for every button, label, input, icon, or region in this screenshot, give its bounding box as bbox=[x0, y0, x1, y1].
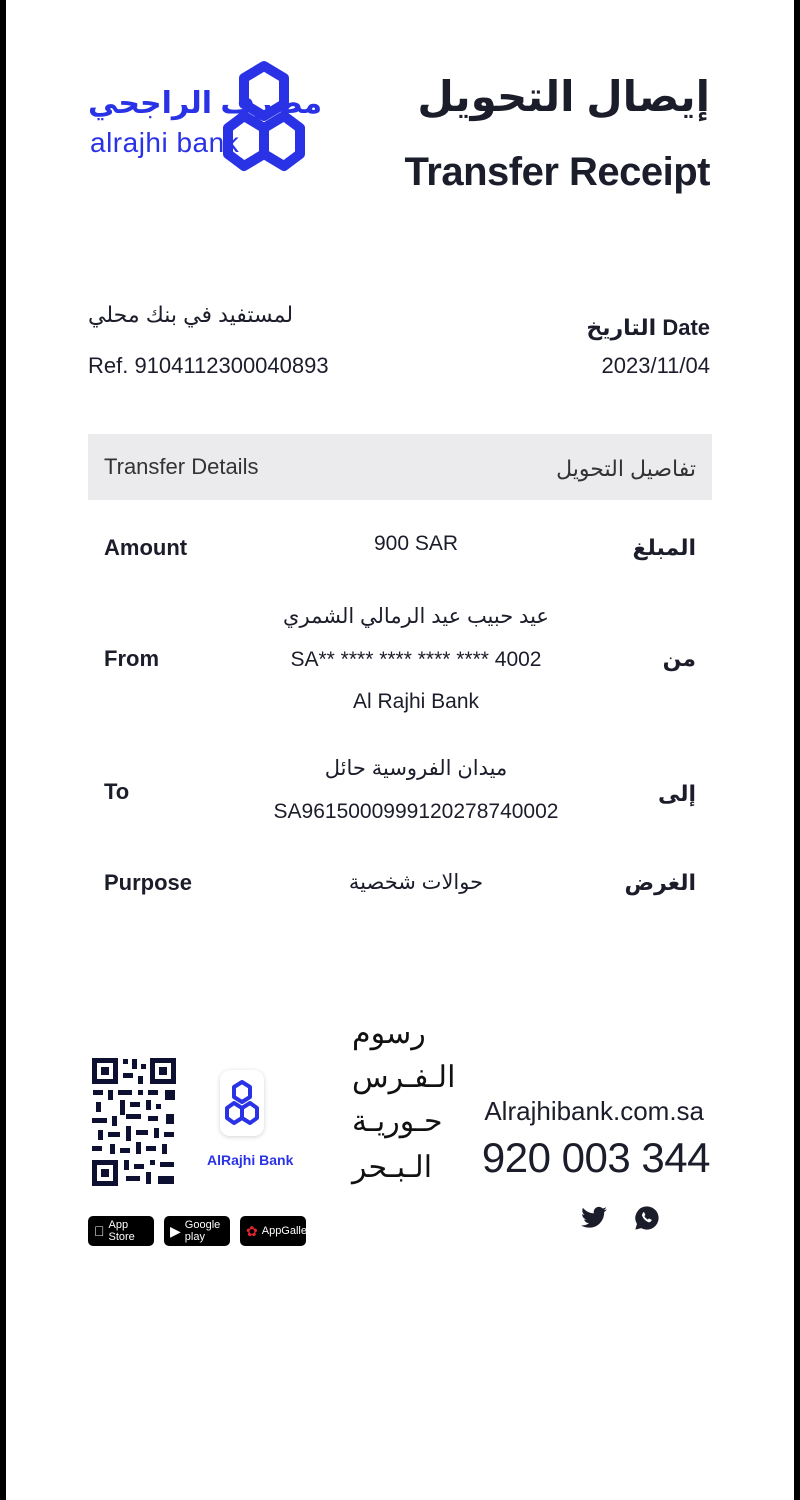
from-label-arabic: من bbox=[662, 646, 696, 671]
purpose-value: حوالات شخصية bbox=[348, 871, 484, 894]
left-edge-border bbox=[0, 0, 6, 1500]
to-label-english: To bbox=[104, 779, 130, 804]
apple-icon bbox=[94, 1223, 105, 1239]
huawei-icon: ✿ bbox=[246, 1222, 258, 1239]
right-edge-border bbox=[794, 0, 800, 1500]
app-store-badge[interactable] bbox=[88, 1216, 154, 1246]
sender-account: SA** **** **** **** **** 4002 bbox=[290, 648, 542, 671]
beneficiary-type: لمستفيد في بنك محلي bbox=[88, 302, 294, 327]
purpose-label-arabic: الغرض bbox=[624, 870, 696, 895]
stamp-line-2: الـفـرس bbox=[352, 1060, 456, 1095]
stamp-line-3: حـوريـة bbox=[352, 1104, 443, 1139]
transfer-details-title-arabic: تفاصيل التحويل bbox=[556, 456, 696, 481]
amount-label-english: Amount bbox=[104, 535, 188, 560]
to-label-arabic: إلى bbox=[657, 781, 696, 806]
date-label: التاريخ Date bbox=[586, 315, 710, 340]
receipt-title-arabic: إيصال التحويل bbox=[417, 73, 710, 120]
app-gallery-badge[interactable] bbox=[240, 1216, 317, 1246]
receipt-title-english: Transfer Receipt bbox=[404, 150, 710, 194]
app-gallery-label: AppGallery bbox=[261, 1225, 317, 1237]
bank-name-english: alrajhi bank bbox=[90, 127, 240, 158]
stamp-line-1: رسوم bbox=[352, 1016, 426, 1051]
date-value: 2023/11/04 bbox=[601, 353, 710, 378]
twitter-icon[interactable] bbox=[580, 1204, 608, 1232]
google-play-icon: ▶ bbox=[170, 1222, 181, 1239]
google-play-badge[interactable] bbox=[164, 1216, 230, 1246]
sender-name: عيد حبيب عيد الرمالي الشمري bbox=[283, 605, 549, 628]
phone-number[interactable]: 920 003 344 bbox=[481, 1134, 710, 1181]
qr-code bbox=[90, 1056, 178, 1188]
alrajhi-mini-logo-icon bbox=[220, 1070, 264, 1136]
transfer-details-title-english: Transfer Details bbox=[104, 454, 259, 479]
alrajhi-logo-icon bbox=[222, 60, 306, 180]
alrajhi-app-icon[interactable] bbox=[220, 1070, 264, 1136]
recipient-iban: SA9615000999120278740002 bbox=[273, 800, 559, 823]
whatsapp-icon[interactable] bbox=[633, 1204, 661, 1232]
website-link[interactable]: Alrajhibank.com.sa bbox=[484, 1096, 704, 1126]
amount-label-arabic: المبلغ bbox=[632, 535, 696, 560]
reference-number: Ref. 9104112300040893 bbox=[88, 353, 329, 378]
stamp-line-4: الـبـحر bbox=[352, 1150, 433, 1185]
sender-bank: Al Rajhi Bank bbox=[352, 690, 480, 713]
amount-value: 900 SAR bbox=[373, 532, 459, 555]
recipient-name: ميدان الفروسية حائل bbox=[324, 757, 508, 780]
google-play-label: Google play bbox=[184, 1219, 221, 1243]
from-label-english: From bbox=[104, 646, 159, 671]
app-store-label: App Store bbox=[98, 1225, 147, 1237]
purpose-label-english: Purpose bbox=[104, 870, 193, 895]
bank-name-arabic: مصرف الراجحي bbox=[88, 87, 323, 120]
app-name: AlRajhi Bank bbox=[207, 1152, 294, 1168]
